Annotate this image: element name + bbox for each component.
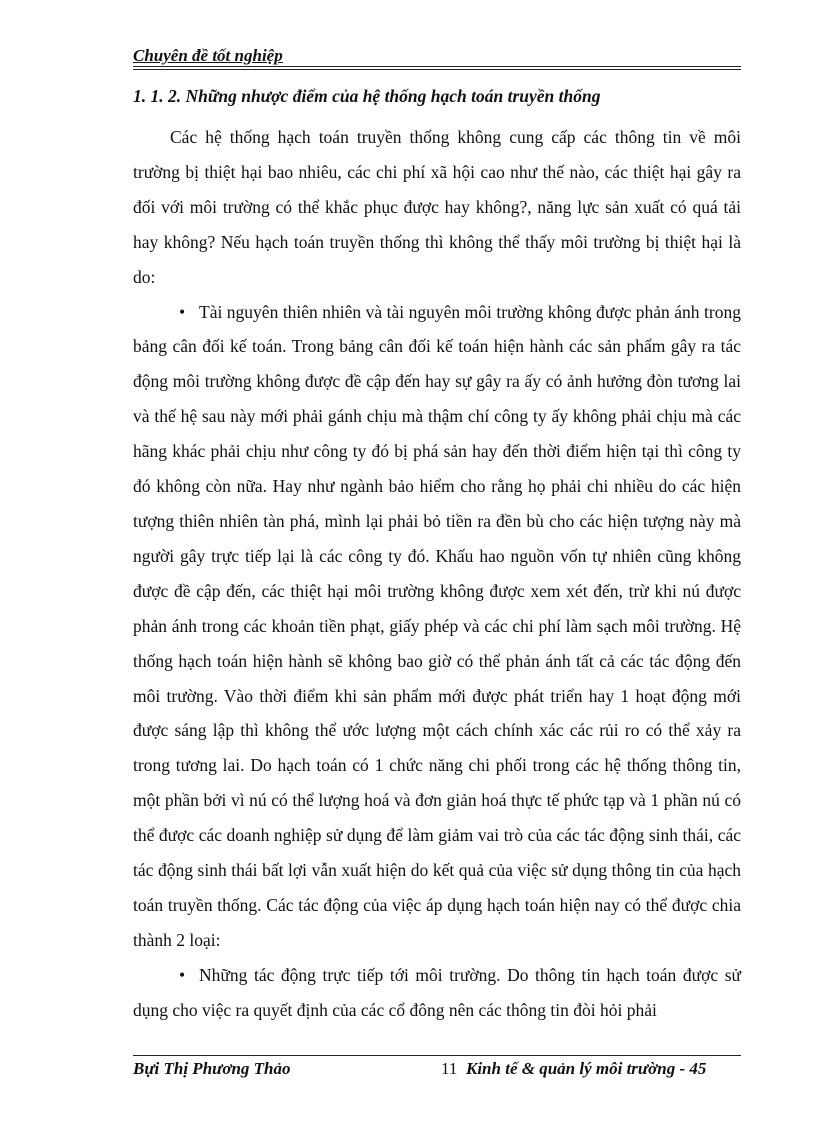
bullet-item-1-text: Tài nguyên thiên nhiên và tài nguyên môi trường không được phản ánh trong bảng cân đối kế toán. Trong bảng cân đối kế toán hiện hành các sản phẩm gây ra tác động môi trường không được đề cập đến hay sự gây ra ấy có ảnh hưởng đòn tương lai và thế hệ sau này mới phải gánh chịu mà thậm chí công ty ấy không phải chịu mà các hãng khác phải chịu như công ty đó bị phá sản hay đến thời điểm hiện tại thì công ty đó không còn nữa. Hay như ngành bảo hiểm cho rằng họ phải chi nhiều do các hiện tượng thiên nhiên tàn phá, mình lại phải bỏ tiền ra đền bù cho các hiện tượng này mà người gây trực tiếp lại là các công ty đó. Khấu hao nguồn vốn tự nhiên cũng không được đề cập đến, các thiệt hại môi trường không được xem xét đến, trừ khi nú được phản ánh trong các khoản tiền phạt, giấy phép và các chi phí làm sạch môi trường. Hệ thống hạch toán hiện hành sẽ không bao giờ có thể phản ánh tất cả các tác động đến môi trường. Vào thời điểm khi sản phẩm mới được phát triển hay 1 hoạt động mới được sáng lập thì không thể ước lượng một cách chính xác các rủi ro có thể xảy ra trong tương lai. Do hạch toán có 1 chức năng chi phối trong các hệ thống thông tin, một phần bởi vì nú có thể lượng hoá và đơn giản hoá thực tế phức tạp và 1 phần nú có thể được các doanh nghiệp sử dụng để làm giảm vai trò của các tác động sinh thái, các tác động sinh thái bất lợi vẫn xuất hiện do kết quả của việc sử dụng thông tin của hạch toán truyền thống. Các tác động của việc áp dụng hạch toán hiện nay có thể được chia thành 2 loại: — [133, 301, 741, 950]
page-header-title: Chuyên đề tốt nghiệp — [133, 46, 283, 65]
footer-department: Kinh tế & quản lý môi trường - 45 — [466, 1059, 707, 1078]
bullet-item-1 — [133, 295, 741, 958]
header-rule-secondary — [133, 69, 741, 70]
body-text — [133, 120, 741, 1028]
bullet-icon: • — [179, 964, 186, 985]
bullet-icon: • — [179, 301, 186, 322]
footer-page-number: 11 — [441, 1059, 458, 1078]
bullet-item-2 — [133, 958, 741, 1028]
paragraph-intro: Các hệ thống hạch toán truyền thống không cung cấp các thông tin về môi trường bị thiệt hại bao nhiêu, các chi phí xã hội cao như thế nào, các thiệt hại gây ra đối với môi trường có thể khắc phục được hay không?, năng lực sản xuất có quá tải hay không? Nếu hạch toán truyền thống thì không thể thấy môi trường bị thiệt hại là do: — [133, 127, 741, 287]
bullet-item-2-text: Những tác động trực tiếp tới môi trường. Do thông tin hạch toán được sử dụng cho việc ra quyết định của các cổ đông nên các thông tin đòi hỏi phải — [133, 964, 741, 1020]
footer-rule — [133, 1055, 741, 1056]
footer-author: Bựi Thị Phương Thảo — [133, 1059, 291, 1078]
section-heading: 1. 1. 2. Những nhược điểm của hệ thống hạch toán truyền thống — [133, 86, 601, 106]
header-rule — [133, 66, 741, 67]
